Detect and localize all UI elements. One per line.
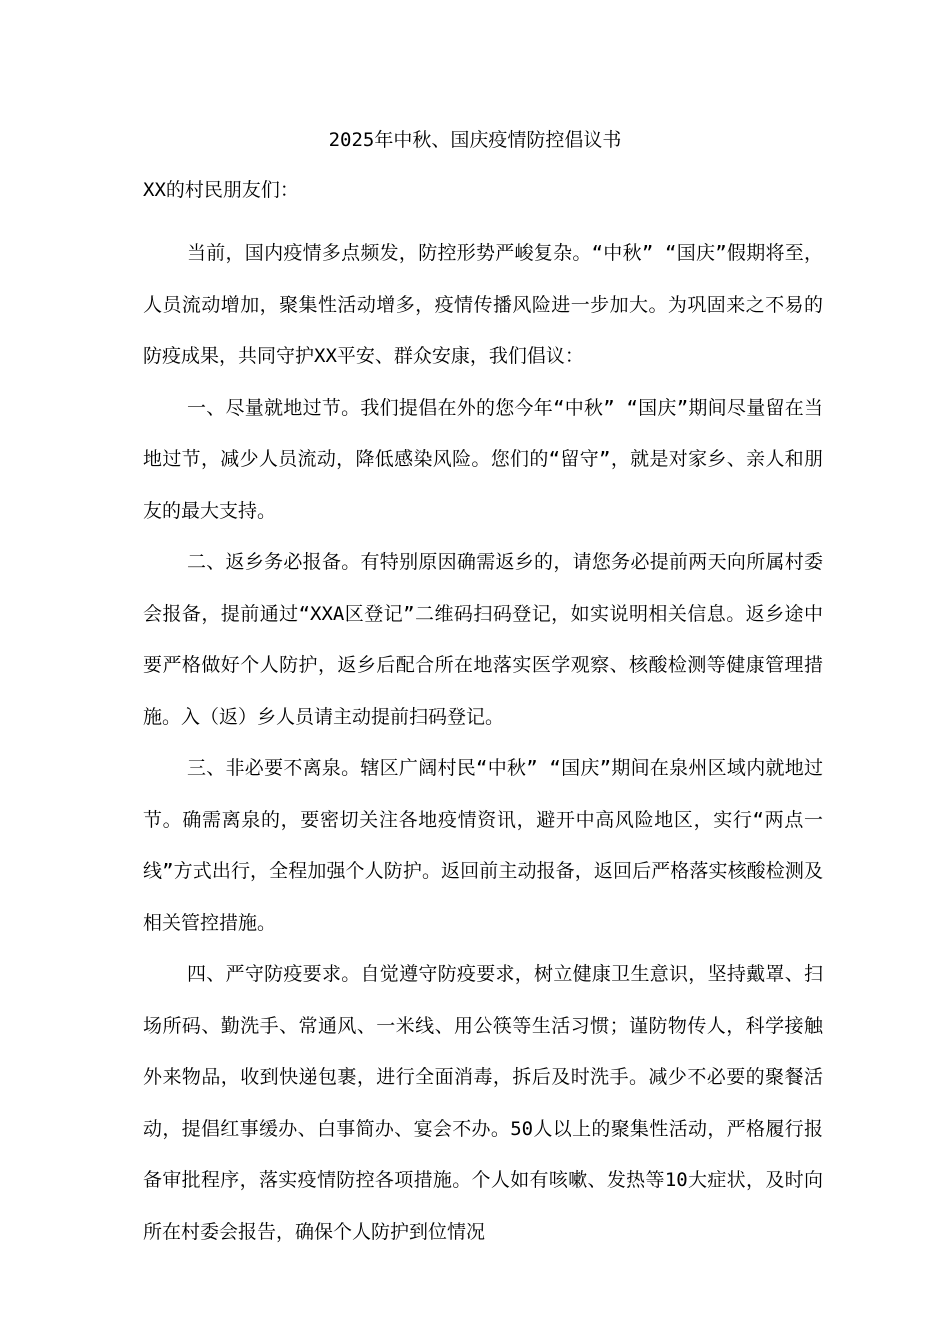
paragraph-intro: 当前，国内疫情多点频发，防控形势严峻复杂。“中秋” “国庆”假期将至，人员流动增加，聚集性活动增多，疫情传播风险进一步加大。为巩固来之不易的防疫成果，共同守护XX平安、群众安康，我们倡议： [143,242,823,367]
paragraph-item-4: 四、严守防疫要求。自觉遵守防疫要求，树立健康卫生意识，坚持戴罩、扫场所码、勤洗手、常通风、一米线、用公筷等生活习惯；谨防物传人，科学接触外来物品，收到快递包裹，进行全面消毒，拆后及时洗手。减少不必要的聚餐活动，提倡红事缓办、白事简办、宴会不办。50人以上的聚集性活动，严格履行报备审批程序，落实疫情防控各项措施。个人如有咳嗽、发热等10大症状，及时向所在村委会报告，确保个人防护到位情况 [143,963,823,1243]
salutation: XX的村民朋友们： [143,179,299,201]
paragraph-item-2: 二、返乡务必报备。有特别原因确需返乡的，请您务必提前两天向所属村委会报备，提前通过“XXA区登记”二维码扫码登记，如实说明相关信息。返乡途中要严格做好个人防护，返乡后配合所在地落实医学观察、核酸检测等健康管理措施。入（返）乡人员请主动提前扫码登记。 [143,551,823,728]
document-title: 2025年中秋、国庆疫情防控倡议书 [328,129,622,151]
paragraph-item-1: 一、尽量就地过节。我们提倡在外的您今年“中秋” “国庆”期间尽量留在当地过节，减少人员流动，降低感染风险。您们的“留守”，就是对家乡、亲人和朋友的最大支持。 [143,396,823,522]
paragraph-item-3: 三、非必要不离泉。辖区广阔村民“中秋” “国庆”期间在泉州区域内就地过节。确需离泉的，要密切关注各地疫情资讯，避开中高风险地区，实行“两点一线”方式出行，全程加强个人防护。返回前主动报备，返回后严格落实核酸检测及相关管控措施。 [143,757,823,934]
document-body [143,228,823,1258]
